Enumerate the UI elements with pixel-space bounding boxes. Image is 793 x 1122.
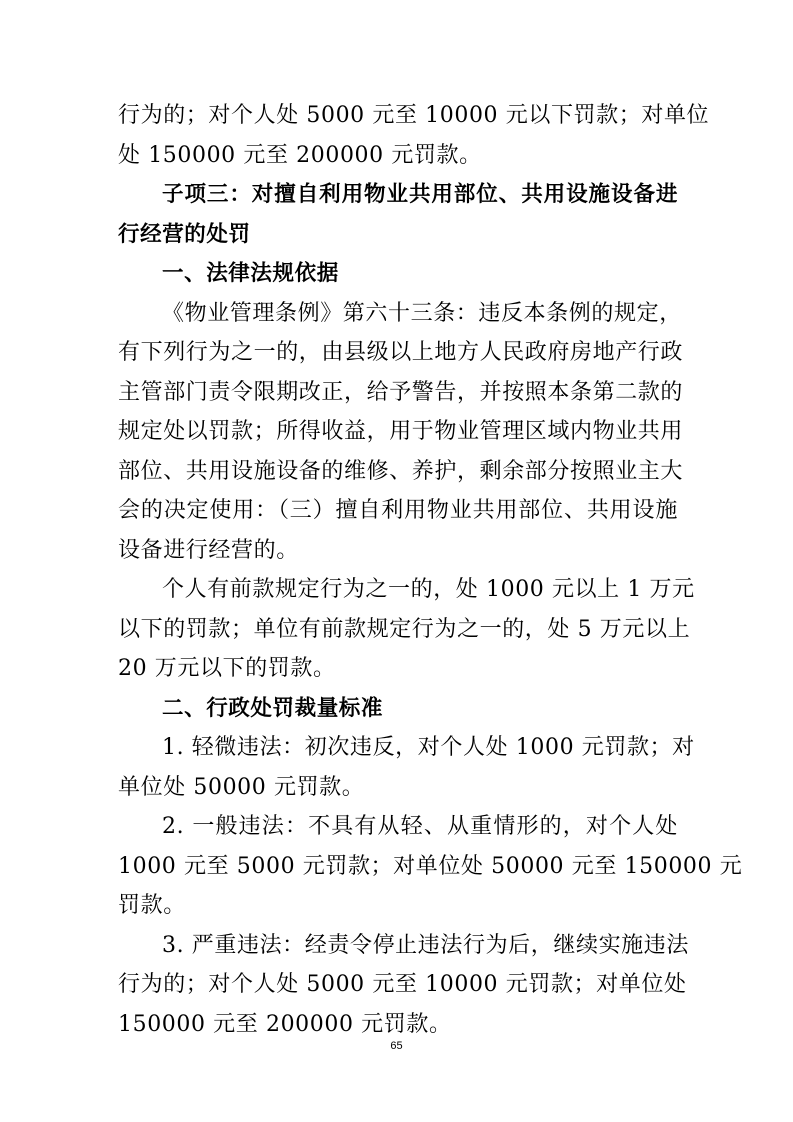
text-line: 1000 元至 5000 元罚款；对单位处 50000 元至 150000 元 bbox=[118, 853, 743, 879]
text-line: 个人有前款规定行为之一的，处 1000 元以上 1 万元 bbox=[162, 577, 695, 602]
heading-line: 一、法律法规依据 bbox=[162, 261, 339, 286]
heading-line: 二、行政处罚裁量标准 bbox=[162, 695, 384, 721]
heading-line: 子项三：对擅自利用物业共用部位、共用设施设备进 bbox=[162, 182, 678, 207]
paragraph-fine-range bbox=[118, 570, 695, 689]
text-line: 行为的；对个人处 5000 元至 10000 元以下罚款；对单位 bbox=[118, 103, 710, 128]
text-line: 规定处以罚款；所得收益，用于物业管理区域内物业共用 bbox=[118, 419, 684, 444]
section-two-heading bbox=[118, 689, 678, 729]
heading-line: 行经营的处罚 bbox=[118, 221, 251, 247]
text-line: 设备进行经营的。 bbox=[118, 537, 299, 563]
text-line: 处 150000 元至 200000 元罚款。 bbox=[118, 142, 482, 168]
text-line: 部位、共用设施设备的维修、养护，剩余部分按照业主大 bbox=[118, 458, 684, 484]
text-line: 3. 严重违法：经责令停止违法行为后，继续实施违法 bbox=[162, 932, 689, 958]
document-page bbox=[118, 96, 743, 1044]
text-line: 20 万元以下的罚款。 bbox=[118, 656, 336, 681]
paragraph-regulation-article bbox=[118, 294, 684, 571]
text-line: 单位处 50000 元罚款。 bbox=[118, 774, 365, 800]
paragraph-general-violation bbox=[118, 807, 743, 926]
paragraph-minor-violation bbox=[118, 728, 695, 807]
text-line: 主管部门责令限期改正，给予警告，并按照本条第二款的 bbox=[118, 379, 684, 405]
text-line: 150000 元至 200000 元罚款。 bbox=[118, 1011, 452, 1037]
page-number: 65 bbox=[390, 1040, 403, 1052]
text-line: 《物业管理条例》第六十三条：违反本条例的规定， bbox=[162, 300, 682, 326]
text-line: 会的决定使用：（三）擅自利用物业共用部位、共用设施 bbox=[118, 498, 678, 523]
section-one-heading bbox=[118, 254, 678, 294]
sub-item-three-heading bbox=[118, 175, 678, 254]
paragraph-fine-continuation bbox=[118, 96, 710, 175]
text-line: 罚款。 bbox=[118, 893, 186, 918]
text-line: 有下列行为之一的，由县级以上地方人民政府房地产行政 bbox=[118, 340, 684, 365]
text-line: 1. 轻微违法：初次违反，对个人处 1000 元罚款；对 bbox=[162, 735, 695, 760]
text-line: 2. 一般违法：不具有从轻、从重情形的，对个人处 bbox=[162, 814, 678, 839]
text-line: 行为的；对个人处 5000 元至 10000 元罚款；对单位处 bbox=[118, 972, 687, 997]
paragraph-serious-violation bbox=[118, 926, 689, 1045]
text-line: 以下的罚款；单位有前款规定行为之一的，处 5 万元以上 bbox=[118, 616, 691, 642]
